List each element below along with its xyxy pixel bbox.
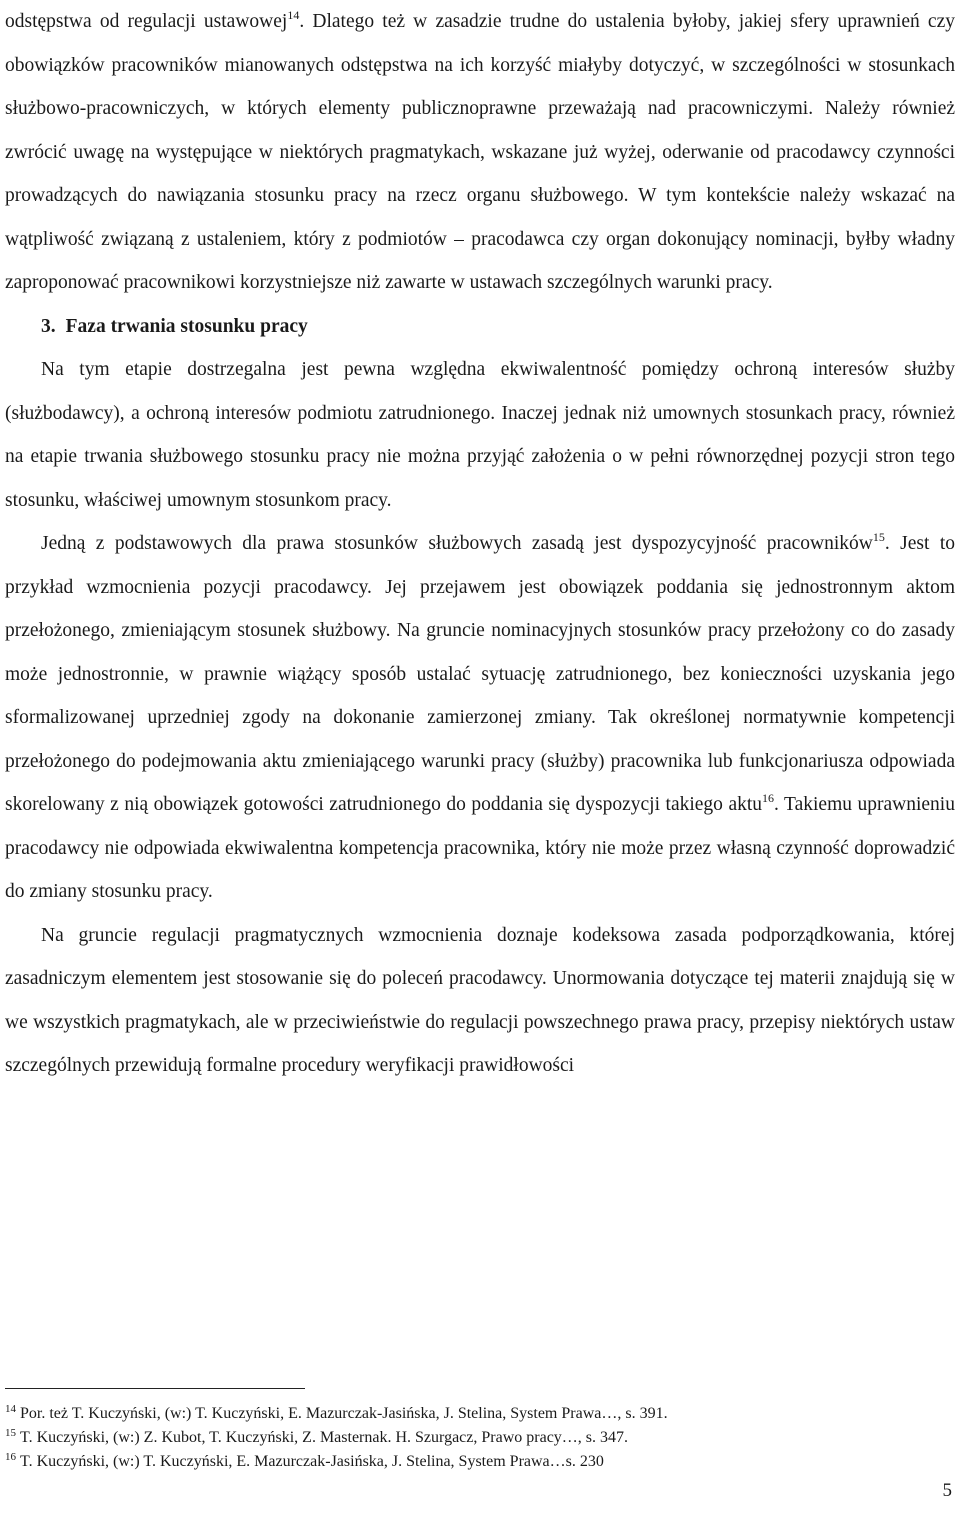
footnote-number: 16 xyxy=(5,1451,16,1463)
paragraph-dispositional xyxy=(5,522,955,914)
footnote-14 xyxy=(5,1402,955,1426)
paragraph-exceptions xyxy=(5,0,955,305)
footnote-number: 14 xyxy=(5,1403,16,1415)
footnote-ref-16[interactable]: 16 xyxy=(762,791,775,805)
section-title: Faza trwania stosunku pracy xyxy=(65,315,308,337)
page-number: 5 xyxy=(942,1480,952,1501)
paragraph-text: . Dlatego też w zasadzie trudne do ustalenia byłoby, jakiej sfery uprawnień czy obowiązków pracowników mianowanych odstępstwa na ich korzyść miałyby dotyczyć, w szczególności w stosunkach służbowo-pracowniczych, w których elementy publicznoprawne przeważają nad pracowniczymi. Należy również zwrócić uwagę na występujące w niektórych pragmatykach, wskazane już wyżej, oderwanie od pracodawcy czynności prowadzących do nawiązania stosunku pracy na rzecz organu służbowego. W tym kontekście należy wskazać na wątpliwość związaną z ustaleniem, który z podmiotów – pracodawca czy organ dokonujący nominacji, byłby władny zaproponować pracownikowi korzystniejsze niż zawarte w ustawach szczególnych warunki pracy. xyxy=(5,11,955,293)
paragraph-text: odstępstwa od regulacji ustawowej xyxy=(5,11,288,32)
footnote-ref-14[interactable]: 14 xyxy=(287,8,300,22)
footnotes xyxy=(5,1402,955,1474)
paragraph-subordination: Na gruncie regulacji pragmatycznych wzmocnienia doznaje kodeksowa zasada podporządkowania, której zasadniczym elementem jest stosowanie się do poleceń pracodawcy. Unormowania dotyczące tej materii znajdują się w we wszystkich pragmatykach, ale w przeciwieństwie do regulacji powszechnego prawa pracy, przepisy niektórych ustaw szczególnych przewidują formalne procedury weryfikacji prawidłowości xyxy=(5,924,955,1076)
paragraph-text: . Takiemu uprawnieniu pracodawcy nie odpowiada ekwiwalentna kompetencja pracownika, który nie może przez własną czynność doprowadzić do zmiany stosunku pracy. xyxy=(5,794,955,902)
section-heading xyxy=(5,305,955,349)
footnote-text: Por. też T. Kuczyński, (w:) T. Kuczyński, E. Mazurczak-Jasińska, J. Stelina, System Prawa…, s. 391. xyxy=(20,1405,668,1422)
footnote-text: T. Kuczyński, (w:) Z. Kubot, T. Kuczyński, Z. Masternak. H. Szurgacz, Prawo pracy…, s. 347. xyxy=(20,1429,629,1446)
footnote-text: T. Kuczyński, (w:) T. Kuczyński, E. Mazurczak-Jasińska, J. Stelina, System Prawa…s. 230 xyxy=(20,1453,604,1470)
document-body xyxy=(5,0,955,1088)
footnote-separator xyxy=(5,1388,305,1389)
footnote-number: 15 xyxy=(5,1427,16,1439)
footnote-15 xyxy=(5,1426,955,1450)
paragraph-text: . Jest to przykład wzmocnienia pozycji pracodawcy. Jej przejawem jest obowiązek poddania się jednostronnym aktom przełożonego, zmieniającym stosunek służbowy. Na gruncie nominacyjnych stosunków pracy przełożony co do zasady może jednostronnie, w prawnie wiążący sposób ustalać sytuację zatrudnionego, bez konieczności uzyskania jego sformalizowanej uprzedniej zgody na dokonanie zamierzonej zmiany. Tak określonej normatywnie kompetencji przełożonego do podejmowania aktu zmieniającego warunki pracy (służby) pracownika lub funkcjonariusza odpowiada skorelowany z nią obowiązek gotowości zatrudnionego do poddania się dyspozycji takiego aktu xyxy=(5,533,955,815)
section-number: 3. xyxy=(41,315,56,337)
footnote-16 xyxy=(5,1450,955,1474)
paragraph-text: Jedną z podstawowych dla prawa stosunków służbowych zasadą jest dyspozycyjność pracowników xyxy=(41,533,873,554)
paragraph-phase: Na tym etapie dostrzegalna jest pewna względna ekwiwalentność pomiędzy ochroną interesów służby (służbodawcy), a ochroną interesów podmiotu zatrudnionego. Inaczej jednak niż umownych stosunkach pracy, również na etapie trwania służbowego stosunku pracy nie można przyjąć założenia o w pełni równorzędnej pozycji stron tego stosunku, właściwej umownym stosunkom pracy. xyxy=(5,359,955,511)
footnote-ref-15[interactable]: 15 xyxy=(872,530,885,544)
